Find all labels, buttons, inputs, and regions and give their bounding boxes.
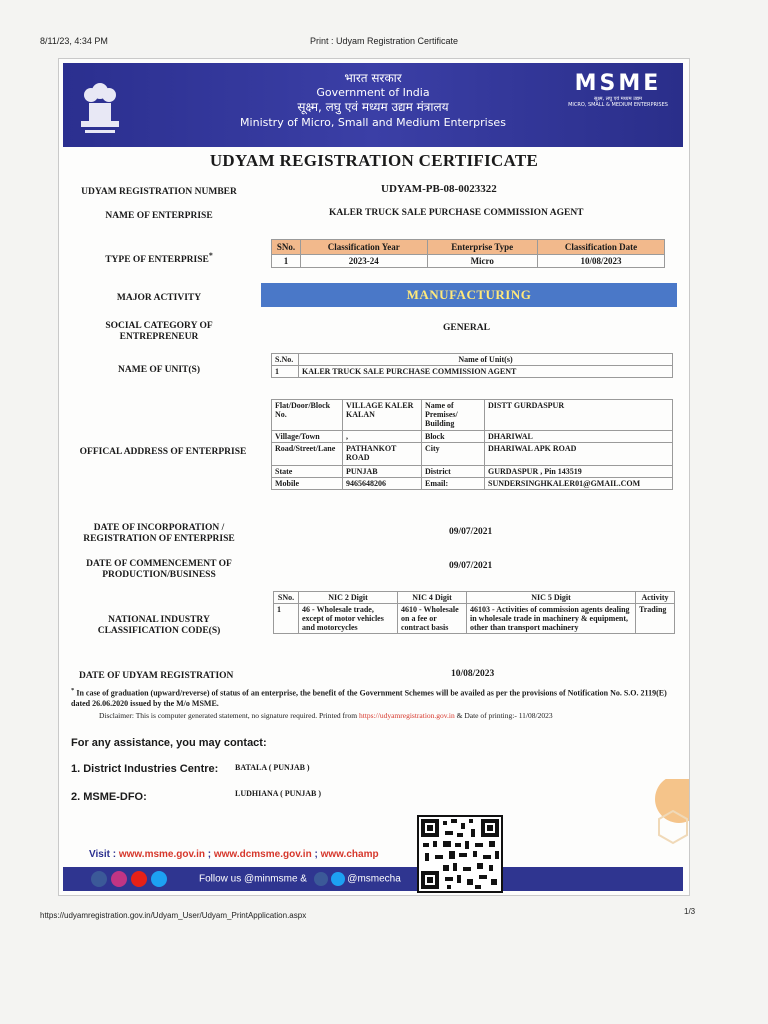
reg-number-label: UDYAM REGISTRATION NUMBER — [81, 187, 237, 197]
visit-line — [89, 849, 379, 860]
table-cell: PUNJAB — [343, 466, 422, 478]
table-cell: State — [272, 466, 343, 478]
table-row — [272, 478, 673, 490]
table-header: NIC 2 Digit — [299, 592, 398, 604]
table-cell: 46 - Wholesale trade, except of motor vehicles and motorcycles — [299, 604, 398, 634]
social-category-label-line1: SOCIAL CATEGORY OF — [105, 321, 213, 331]
table-header: Classification Year — [301, 240, 428, 255]
table-cell: Email: — [422, 478, 485, 490]
social-category-label-line2: ENTREPRENEUR — [119, 331, 199, 342]
table-header: Name of Unit(s) — [299, 354, 673, 366]
address-label: OFFICAL ADDRESS OF ENTERPRISE — [79, 447, 247, 457]
enterprise-name-label: NAME OF ENTERPRISE — [105, 211, 213, 221]
print-url: https://udyamregistration.gov.in/Udyam_User/Udyam_PrintApplication.aspx — [40, 911, 307, 920]
table-cell: 1 — [272, 255, 301, 268]
link-separator: ; — [207, 849, 212, 860]
facebook-icon[interactable] — [314, 872, 328, 886]
table-cell: 9465648206 — [343, 478, 422, 490]
nic-table — [273, 591, 675, 634]
enterprise-name: KALER TRUCK SALE PURCHASE COMMISSION AGENT — [329, 208, 584, 218]
table-cell: GURDASPUR , Pin 143519 — [485, 466, 673, 478]
nic-label — [69, 615, 249, 637]
reg-number: UDYAM-PB-08-0023322 — [381, 183, 497, 195]
major-activity-label: MAJOR ACTIVITY — [116, 293, 202, 303]
table-header: NIC 4 Digit — [398, 592, 467, 604]
table-row — [272, 443, 673, 466]
unit-table — [271, 353, 673, 378]
incorporation-label-line1: DATE OF INCORPORATION / — [93, 523, 225, 533]
social-category-label — [69, 321, 249, 343]
table-cell: 4610 - Wholesale on a fee or contract basis — [398, 604, 467, 634]
follow-label: Follow us @minmsme & — [199, 873, 307, 885]
table-row — [272, 466, 673, 478]
enterprise-type-table — [271, 239, 665, 268]
commencement-label — [69, 559, 249, 581]
table-header: Classification Date — [537, 240, 664, 255]
table-cell: SUNDERSINGHKALER01@GMAIL.COM — [485, 478, 673, 490]
disclaimer — [99, 711, 679, 720]
link-separator: ; — [314, 849, 318, 860]
msme-champ-handle: @msmecha — [347, 873, 401, 885]
assistance-heading: For any assistance, you may contact: — [71, 737, 267, 749]
table-header-row — [272, 354, 673, 366]
table-cell: 46103 - Activities of commission agents dealing in wholesale trade in machinery & equipment, other than transport machinery — [467, 604, 636, 634]
dfo-label: 2. MSME-DFO: — [71, 791, 147, 803]
commencement-label-line2: PRODUCTION/BUSINESS — [102, 569, 216, 580]
table-header: Activity — [636, 592, 675, 604]
table-header: Enterprise Type — [427, 240, 537, 255]
table-cell: KALER TRUCK SALE PURCHASE COMMISSION AGENT — [299, 366, 673, 378]
ministry-english: Ministry of Micro, Small and Medium Enterprises — [240, 115, 506, 129]
table-header-row — [274, 592, 675, 604]
facebook-icon[interactable] — [91, 871, 107, 887]
msme-logo-tagline: सूक्ष्म, लघु एवं मध्यम उद्यम — [593, 96, 643, 102]
table-cell: DISTT GURDASPUR — [485, 400, 673, 431]
type-mark: * — [208, 251, 213, 260]
disclaimer-link[interactable]: https://udyamregistration.gov.in — [359, 711, 455, 720]
gov-english: Government of India — [316, 86, 430, 99]
certificate-title: UDYAM REGISTRATION CERTIFICATE — [209, 151, 539, 170]
msme-logo-text: MSME — [574, 71, 662, 96]
page-number: 1/3 — [684, 907, 696, 916]
msme-logo-sub: MICRO, SMALL & MEDIUM ENTERPRISES — [568, 102, 668, 108]
graduation-note — [71, 687, 677, 709]
youtube-icon[interactable] — [131, 871, 147, 887]
table-row — [272, 400, 673, 431]
udyam-reg-date: 10/08/2023 — [451, 669, 495, 679]
dic-value: BATALA ( PUNJAB ) — [235, 763, 310, 772]
table-header: SNo. — [272, 240, 301, 255]
dic-label: 1. District Industries Centre: — [71, 763, 219, 775]
nic-label-line1: NATIONAL INDUSTRY — [108, 615, 210, 625]
table-cell: Road/Street/Lane — [272, 443, 343, 466]
disclaimer-pre: Disclaimer: This is computer generated statement, no signature required. Printed from — [99, 711, 358, 720]
incorporation-label — [69, 523, 249, 545]
table-row — [272, 431, 673, 443]
udyam-reg-date-label: DATE OF UDYAM REGISTRATION — [79, 671, 234, 681]
national-emblem-icon — [77, 73, 123, 137]
table-cell: DHARIWAL APK ROAD — [485, 443, 673, 466]
table-cell: Trading — [636, 604, 675, 634]
table-header: NIC 5 Digit — [467, 592, 636, 604]
table-header: S.No. — [272, 354, 299, 366]
table-cell: City — [422, 443, 485, 466]
table-cell: , — [343, 431, 422, 443]
decorative-hexagon-icon — [639, 779, 689, 859]
table-cell: 1 — [274, 604, 299, 634]
msme-logo — [565, 71, 671, 108]
social-category: GENERAL — [443, 323, 490, 333]
table-header-row — [272, 240, 665, 255]
graduation-text: In case of graduation (upward/reverse) of status of an enterprise, the benefit of the Government Schemes will be availed as per the provisions of Notification No. S.O. 2119(E) dated 26.06.2020 issued by the M/o MSME. — [71, 688, 667, 708]
header-banner — [63, 63, 683, 147]
certificate — [58, 58, 690, 896]
dfo-value: LUDHIANA ( PUNJAB ) — [235, 789, 321, 798]
nic-label-line2: CLASSIFICATION CODE(S) — [97, 625, 221, 636]
commencement-label-line1: DATE OF COMMENCEMENT OF — [86, 559, 232, 569]
table-header: SNo. — [274, 592, 299, 604]
qr-code — [417, 815, 503, 893]
print-title: Print : Udyam Registration Certificate — [309, 36, 459, 46]
table-cell: District — [422, 466, 485, 478]
major-activity: MANUFACTURING — [261, 283, 677, 307]
table-cell: Village/Town — [272, 431, 343, 443]
table-row — [272, 366, 673, 378]
table-cell: DHARIWAL — [485, 431, 673, 443]
commencement-date: 09/07/2021 — [449, 561, 493, 571]
unit-name-label: NAME OF UNIT(S) — [118, 365, 200, 375]
champ-link[interactable]: www.champ — [320, 849, 379, 860]
table-cell: 10/08/2023 — [537, 255, 664, 268]
print-datetime: 8/11/23, 4:34 PM — [40, 36, 108, 46]
visit-label: Visit : — [89, 849, 117, 860]
incorporation-label-line2: REGISTRATION OF ENTERPRISE — [83, 533, 235, 544]
table-cell: PATHANKOT ROAD — [343, 443, 422, 466]
address-table — [271, 399, 673, 490]
disclaimer-post: & Date of printing:- 11/08/2023 — [456, 711, 553, 720]
type-label — [69, 251, 249, 266]
incorporation-date: 09/07/2021 — [449, 527, 493, 537]
ministry-hindi: सूक्ष्म, लघु एवं मध्यम उद्यम मंत्रालय — [297, 99, 449, 114]
table-cell: Name of Premises/ Building — [422, 400, 485, 431]
table-row — [272, 255, 665, 268]
gov-hindi: भारत सरकार — [344, 71, 402, 85]
type-label-text: TYPE OF ENTERPRISE — [105, 255, 209, 266]
table-cell: Micro — [427, 255, 537, 268]
table-cell: Block — [422, 431, 485, 443]
twitter-icon[interactable] — [151, 871, 167, 887]
table-cell: 2023-24 — [301, 255, 428, 268]
footnote-star: * — [71, 687, 75, 694]
follow-text — [199, 872, 401, 886]
dcmsme-link[interactable]: www.dcmsme.gov.in — [213, 849, 312, 860]
table-cell: 1 — [272, 366, 299, 378]
instagram-icon[interactable] — [111, 871, 127, 887]
msme-link[interactable]: www.msme.gov.in — [118, 849, 205, 860]
twitter-icon[interactable] — [331, 872, 345, 886]
table-cell: VILLAGE KALER KALAN — [343, 400, 422, 431]
table-row — [274, 604, 675, 634]
table-cell: Mobile — [272, 478, 343, 490]
table-cell: Flat/Door/Block No. — [272, 400, 343, 431]
